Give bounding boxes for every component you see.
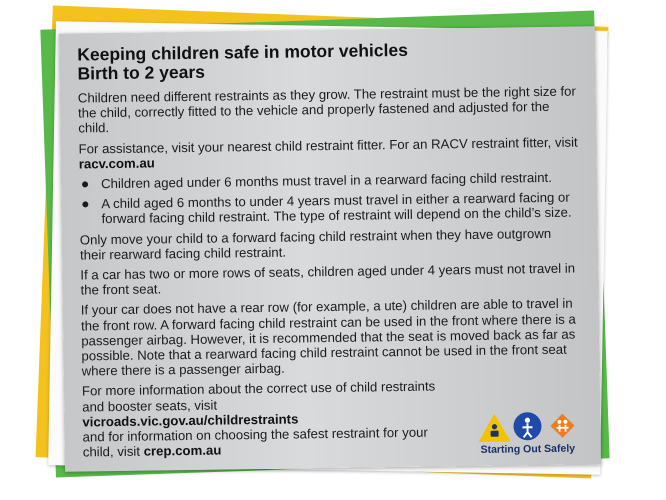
vicroads-link[interactable]: vicroads.vic.gov.au/childrestraints	[82, 411, 299, 430]
racv-link[interactable]: racv.com.au	[78, 155, 155, 172]
list-item-text: Children aged under 6 months must travel in a rearward facing child restraint.	[100, 169, 552, 192]
card-title	[77, 39, 577, 84]
assistance-paragraph	[78, 134, 578, 171]
forward-facing-paragraph: Only move your child to a forward facing child restraint when they have outgrown their rearward facing child restraint.	[79, 225, 552, 263]
front-seat-paragraph: If a car has two or more rows of seats, children aged under 4 years must not travel in the front seat.	[80, 260, 576, 298]
logo-caption: Starting Out Safely	[480, 442, 576, 456]
age-rules-list	[79, 170, 580, 228]
bullet-icon	[82, 181, 88, 187]
crep-link[interactable]: crep.com.au	[143, 442, 222, 459]
more-info-paragraph	[82, 379, 455, 460]
info-card	[59, 26, 601, 471]
list-item-text: A child aged 6 months to under 4 years must travel in either a rearward facing or forward facing child restraint. The type of restraint will depend on the child’s size.	[101, 189, 572, 227]
airbag-paragraph: If your car does not have a rear row (for example, a ute) children are able to travel in the front row. A forward facing child restraint can be used in the front where there is a passenger airbag. However, it is recommended that the seat is moved back as far as possible. Note that a rearward facing child restraint cannot be used in the front seat where there is a passenger airbag.	[80, 296, 576, 379]
title-line-1: Keeping children safe in motor vehicles	[77, 39, 409, 65]
more-info-text: For more information about the correct use of child restraints and booster seats, visit	[81, 378, 436, 415]
list-item	[79, 190, 579, 227]
starting-out-safely-logo	[462, 408, 593, 460]
list-item	[79, 170, 579, 192]
assistance-text: For assistance, visit your nearest child restraint fitter. For an RACV restraint fitter, visit	[78, 134, 578, 157]
intro-paragraph: Children need different restraints as they grow. The restraint must be the right size for the child, correctly fitted to the vehicle and properly fastened and adjusted for the child.	[77, 83, 576, 136]
bullet-icon	[82, 202, 88, 208]
card-content	[77, 39, 583, 465]
safest-restraint-text: and for information on choosing the safest restraint for your child, visit	[82, 424, 428, 460]
title-line-2: Birth to 2 years	[77, 61, 206, 84]
logo-icon	[474, 409, 580, 446]
